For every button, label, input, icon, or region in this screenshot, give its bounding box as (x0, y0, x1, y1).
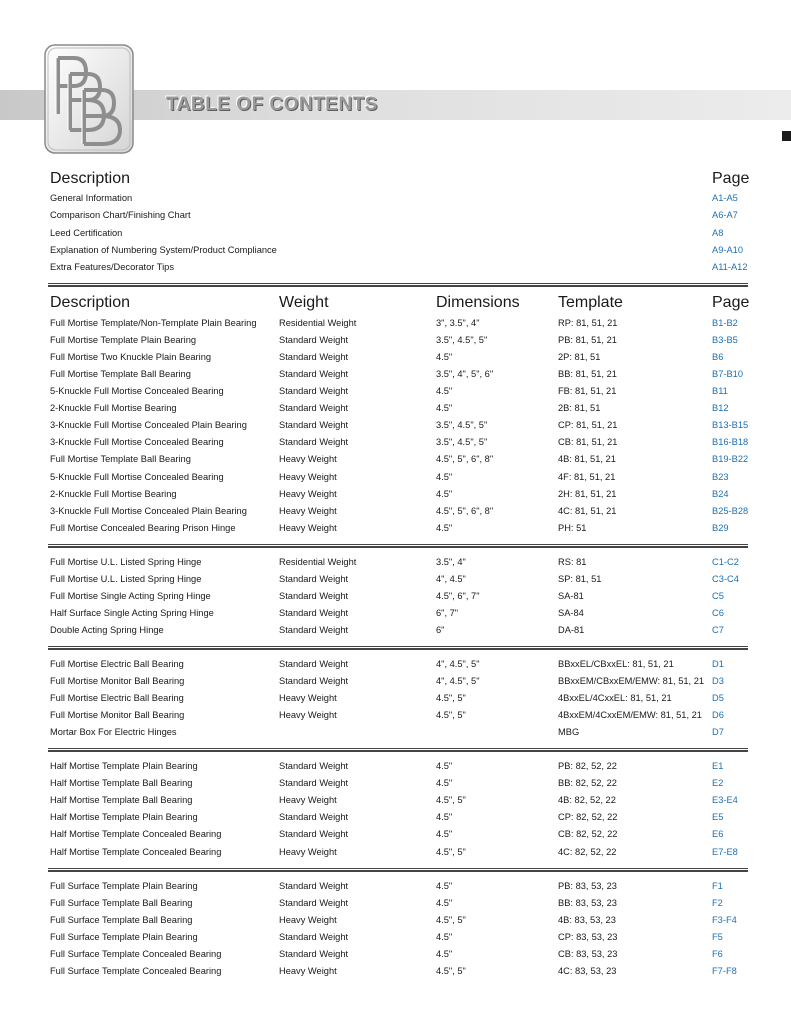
row-page-link[interactable]: C7 (712, 625, 724, 635)
row-dimensions: 4.5" (436, 932, 453, 942)
table-row (0, 724, 791, 741)
row-dimensions: 4", 4.5", 5" (436, 676, 480, 686)
row-page-link[interactable]: E3-E4 (712, 795, 738, 805)
row-template: 4F: 81, 51, 21 (558, 472, 616, 482)
description-column-header: Description (50, 294, 131, 311)
row-dimensions: 6" (436, 625, 445, 635)
table-row (0, 469, 791, 486)
row-description: 2-Knuckle Full Mortise Bearing (50, 489, 177, 499)
row-page-link[interactable]: B12 (712, 403, 729, 413)
row-page-link[interactable]: B13-B15 (712, 420, 749, 430)
table-row (0, 656, 791, 673)
intro-page-heading: Page (712, 170, 750, 187)
row-template: FB: 81, 51, 21 (558, 386, 617, 396)
section-divider (48, 868, 748, 872)
row-description: Full Surface Template Plain Bearing (50, 932, 198, 942)
row-template: 4B: 83, 53, 23 (558, 915, 616, 925)
row-template: CB: 81, 51, 21 (558, 437, 618, 447)
row-description: Full Mortise Monitor Ball Bearing (50, 676, 185, 686)
row-dimensions: 4.5" (436, 949, 453, 959)
row-weight: Standard Weight (279, 369, 349, 379)
item-description: Explanation of Numbering System/Product Compliance (50, 245, 277, 255)
row-description: Half Mortise Template Concealed Bearing (50, 847, 222, 857)
row-page-link[interactable]: B6 (712, 352, 724, 362)
row-weight: Heavy Weight (279, 489, 337, 499)
table-row (0, 571, 791, 588)
row-dimensions: 4.5", 5" (436, 847, 466, 857)
row-description: Half Mortise Template Concealed Bearing (50, 829, 222, 839)
row-weight: Residential Weight (279, 318, 357, 328)
row-dimensions: 4.5", 5" (436, 693, 466, 703)
table-row (0, 826, 791, 843)
row-dimensions: 4.5", 5" (436, 915, 466, 925)
item-description: Leed Certification (50, 228, 123, 238)
table-row (0, 929, 791, 946)
row-page-link[interactable]: E5 (712, 812, 724, 822)
section-divider (48, 544, 748, 548)
row-page-link[interactable]: B1-B2 (712, 318, 738, 328)
row-page-link[interactable]: F5 (712, 932, 723, 942)
row-weight: Standard Weight (279, 761, 349, 771)
row-template: PB: 81, 51, 21 (558, 335, 617, 345)
table-row (0, 486, 791, 503)
row-page-link[interactable]: D7 (712, 727, 724, 737)
row-page-link[interactable]: D3 (712, 676, 724, 686)
row-weight: Standard Weight (279, 625, 349, 635)
row-page-link[interactable]: D5 (712, 693, 724, 703)
row-description: Half Mortise Template Ball Bearing (50, 778, 193, 788)
row-template: PH: 51 (558, 523, 587, 533)
row-description: Full Mortise Electric Ball Bearing (50, 693, 184, 703)
dimensions-column-header: Dimensions (436, 294, 520, 311)
row-description: Full Mortise Concealed Bearing Prison Hinge (50, 523, 236, 533)
table-row (0, 400, 791, 417)
row-dimensions: 4.5", 5" (436, 795, 466, 805)
row-page-link[interactable]: B16-B18 (712, 437, 749, 447)
row-description: Full Surface Template Concealed Bearing (50, 949, 222, 959)
row-weight: Heavy Weight (279, 915, 337, 925)
table-row (0, 878, 791, 895)
row-template: 4C: 83, 53, 23 (558, 966, 617, 976)
row-weight: Standard Weight (279, 676, 349, 686)
row-weight: Standard Weight (279, 574, 349, 584)
row-weight: Standard Weight (279, 812, 349, 822)
row-weight: Standard Weight (279, 386, 349, 396)
item-page-link[interactable]: A1-A5 (712, 193, 738, 203)
intro-list-item (0, 190, 791, 207)
row-description: Half Mortise Template Ball Bearing (50, 795, 193, 805)
row-template: DA-81 (558, 625, 585, 635)
table-row (0, 366, 791, 383)
row-weight: Standard Weight (279, 829, 349, 839)
row-dimensions: 3.5", 4.5", 5" (436, 420, 488, 430)
row-dimensions: 4.5", 5" (436, 966, 466, 976)
row-weight: Standard Weight (279, 335, 349, 345)
row-template: CP: 83, 53, 23 (558, 932, 618, 942)
row-weight: Standard Weight (279, 898, 349, 908)
table-row (0, 707, 791, 724)
row-description: Half Surface Single Acting Spring Hinge (50, 608, 214, 618)
row-description: Full Surface Template Ball Bearing (50, 915, 193, 925)
item-page-link[interactable]: A11-A12 (712, 262, 748, 272)
row-dimensions: 3.5", 4" (436, 557, 466, 567)
table-row (0, 349, 791, 366)
table-row (0, 673, 791, 690)
row-template: PB: 83, 53, 23 (558, 881, 617, 891)
row-template: BBxxEM/CBxxEM/EMW: 81, 51, 21 (558, 676, 705, 686)
row-page-link[interactable]: D1 (712, 659, 724, 669)
row-weight: Standard Weight (279, 778, 349, 788)
row-template: 2P: 81, 51 (558, 352, 601, 362)
table-row (0, 554, 791, 571)
item-description: Comparison Chart/Finishing Chart (50, 210, 191, 220)
table-row (0, 809, 791, 826)
table-row (0, 963, 791, 980)
row-description: Full Mortise Template Plain Bearing (50, 335, 197, 345)
row-page-link[interactable]: B19-B22 (712, 454, 749, 464)
row-page-link[interactable]: B11 (712, 386, 728, 396)
row-page-link[interactable]: B3-B5 (712, 335, 738, 345)
item-description: Extra Features/Decorator Tips (50, 262, 175, 272)
row-weight: Heavy Weight (279, 847, 337, 857)
row-template: SA-84 (558, 608, 584, 618)
table-row (0, 622, 791, 639)
row-weight: Standard Weight (279, 591, 349, 601)
row-page-link[interactable]: E2 (712, 778, 724, 788)
row-dimensions: 4.5" (436, 352, 453, 362)
corner-tab-marker (782, 131, 791, 141)
row-description: Full Mortise Single Acting Spring Hinge (50, 591, 211, 601)
row-template: 2H: 81, 51, 21 (558, 489, 617, 499)
row-description: Full Mortise Template/Non-Template Plain Bearing (50, 318, 257, 328)
intro-list-item (0, 207, 791, 224)
item-page-link[interactable]: A6-A7 (712, 210, 738, 220)
row-description: Full Mortise Template Ball Bearing (50, 369, 191, 379)
row-page-link[interactable]: E7-E8 (712, 847, 738, 857)
row-page-link[interactable]: C5 (712, 591, 724, 601)
row-weight: Standard Weight (279, 949, 349, 959)
row-page-link[interactable]: C1-C2 (712, 557, 739, 567)
row-page-link[interactable]: F6 (712, 949, 723, 959)
row-template: CP: 81, 51, 21 (558, 420, 618, 430)
row-weight: Standard Weight (279, 881, 349, 891)
row-page-link[interactable]: B24 (712, 489, 729, 499)
row-weight: Heavy Weight (279, 506, 337, 516)
row-template: SP: 81, 51 (558, 574, 602, 584)
row-template: 4C: 81, 51, 21 (558, 506, 617, 516)
row-description: Mortar Box For Electric Hinges (50, 727, 177, 737)
item-page-link[interactable]: A9-A10 (712, 245, 744, 255)
row-dimensions: 3", 3.5", 4" (436, 318, 480, 328)
row-dimensions: 4.5" (436, 812, 453, 822)
row-page-link[interactable]: E1 (712, 761, 724, 771)
table-row (0, 895, 791, 912)
row-page-link[interactable]: F7-F8 (712, 966, 737, 976)
section-divider (48, 283, 748, 287)
row-weight: Heavy Weight (279, 472, 337, 482)
company-logo (44, 44, 134, 154)
item-page-link[interactable]: A8 (712, 228, 724, 238)
row-dimensions: 3.5", 4.5", 5" (436, 437, 488, 447)
row-template: MBG (558, 727, 580, 737)
row-description: 2-Knuckle Full Mortise Bearing (50, 403, 177, 413)
section-divider (48, 748, 748, 752)
row-dimensions: 4.5", 6", 7" (436, 591, 480, 601)
row-dimensions: 4.5" (436, 523, 453, 533)
row-dimensions: 4.5" (436, 898, 453, 908)
row-description: Full Surface Template Concealed Bearing (50, 966, 222, 976)
row-dimensions: 3.5", 4", 5", 6" (436, 369, 494, 379)
table-row (0, 520, 791, 537)
page-title: TABLE OF CONTENTS (166, 94, 378, 115)
table-row (0, 912, 791, 929)
row-template: BB: 82, 52, 22 (558, 778, 617, 788)
row-page-link[interactable]: F2 (712, 898, 723, 908)
row-template: 4B: 82, 52, 22 (558, 795, 616, 805)
row-description: 3-Knuckle Full Mortise Concealed Plain Bearing (50, 506, 247, 516)
row-description: 5-Knuckle Full Mortise Concealed Bearing (50, 472, 224, 482)
row-template: 4BxxEL/4CxxEL: 81, 51, 21 (558, 693, 672, 703)
row-template: 4BxxEM/4CxxEM/EMW: 81, 51, 21 (558, 710, 702, 720)
row-weight: Heavy Weight (279, 454, 337, 464)
table-row (0, 946, 791, 963)
intro-header (0, 168, 791, 190)
row-dimensions: 4.5" (436, 778, 453, 788)
row-dimensions: 4.5" (436, 472, 453, 482)
table-row (0, 588, 791, 605)
row-description: Full Mortise Template Ball Bearing (50, 454, 191, 464)
row-template: RP: 81, 51, 21 (558, 318, 618, 328)
table-row (0, 690, 791, 707)
row-description: Full Mortise U.L. Listed Spring Hinge (50, 557, 202, 567)
table-row (0, 503, 791, 520)
table-row (0, 383, 791, 400)
row-template: SA-81 (558, 591, 584, 601)
intro-description-heading: Description (50, 170, 131, 187)
table-row (0, 844, 791, 861)
row-description: Full Mortise U.L. Listed Spring Hinge (50, 574, 202, 584)
row-weight: Standard Weight (279, 659, 349, 669)
weight-column-header: Weight (279, 294, 329, 311)
row-weight: Standard Weight (279, 403, 349, 413)
row-dimensions: 4", 4.5" (436, 574, 466, 584)
table-row (0, 417, 791, 434)
row-template: BB: 81, 51, 21 (558, 369, 617, 379)
row-description: 5-Knuckle Full Mortise Concealed Bearing (50, 386, 224, 396)
row-dimensions: 4.5" (436, 386, 453, 396)
intro-list-item (0, 242, 791, 259)
row-weight: Heavy Weight (279, 523, 337, 533)
table-row (0, 605, 791, 622)
intro-list-item (0, 225, 791, 242)
row-dimensions: 4.5", 5", 6", 8" (436, 454, 494, 464)
row-dimensions: 4.5", 5" (436, 710, 466, 720)
row-template: BBxxEL/CBxxEL: 81, 51, 21 (558, 659, 674, 669)
row-weight: Heavy Weight (279, 966, 337, 976)
row-page-link[interactable]: F3-F4 (712, 915, 737, 925)
table-row (0, 332, 791, 349)
row-template: CB: 82, 52, 22 (558, 829, 618, 839)
row-page-link[interactable]: F1 (712, 881, 723, 891)
item-description: General Information (50, 193, 133, 203)
row-dimensions: 4.5" (436, 489, 453, 499)
row-page-link[interactable]: B25-B28 (712, 506, 749, 516)
row-description: Full Mortise Electric Ball Bearing (50, 659, 184, 669)
row-template: 4B: 81, 51, 21 (558, 454, 616, 464)
row-weight: Standard Weight (279, 608, 349, 618)
row-description: Full Mortise Two Knuckle Plain Bearing (50, 352, 212, 362)
row-dimensions: 4.5", 5", 6", 8" (436, 506, 494, 516)
table-header (0, 292, 791, 314)
table-row (0, 775, 791, 792)
row-description: Full Surface Template Plain Bearing (50, 881, 198, 891)
row-weight: Standard Weight (279, 352, 349, 362)
row-dimensions: 3.5", 4.5", 5" (436, 335, 488, 345)
row-dimensions: 4.5" (436, 829, 453, 839)
row-description: Double Acting Spring Hinge (50, 625, 164, 635)
row-template: PB: 82, 52, 22 (558, 761, 617, 771)
table-row (0, 792, 791, 809)
row-dimensions: 4.5" (436, 761, 453, 771)
row-description: Full Surface Template Ball Bearing (50, 898, 193, 908)
section-divider (48, 646, 748, 650)
row-description: 3-Knuckle Full Mortise Concealed Plain Bearing (50, 420, 247, 430)
row-page-link[interactable]: B29 (712, 523, 729, 533)
row-dimensions: 4.5" (436, 403, 453, 413)
row-description: Half Mortise Template Plain Bearing (50, 812, 198, 822)
template-column-header: Template (558, 294, 623, 311)
row-page-link[interactable]: E6 (712, 829, 724, 839)
row-page-link[interactable]: C3-C4 (712, 574, 739, 584)
row-page-link[interactable]: D6 (712, 710, 724, 720)
row-dimensions: 6", 7" (436, 608, 459, 618)
row-page-link[interactable]: C6 (712, 608, 724, 618)
row-weight: Standard Weight (279, 420, 349, 430)
row-template: RS: 81 (558, 557, 587, 567)
row-page-link[interactable]: B23 (712, 472, 729, 482)
row-dimensions: 4.5" (436, 881, 453, 891)
row-weight: Heavy Weight (279, 710, 337, 720)
intro-list-item (0, 259, 791, 276)
row-template: CB: 83, 53, 23 (558, 949, 618, 959)
row-weight: Heavy Weight (279, 693, 337, 703)
table-row (0, 758, 791, 775)
row-description: Half Mortise Template Plain Bearing (50, 761, 198, 771)
row-template: 2B: 81, 51 (558, 403, 601, 413)
row-template: BB: 83, 53, 23 (558, 898, 617, 908)
row-description: 3-Knuckle Full Mortise Concealed Bearing (50, 437, 224, 447)
row-weight: Residential Weight (279, 557, 357, 567)
table-row (0, 434, 791, 451)
row-template: CP: 82, 52, 22 (558, 812, 618, 822)
row-dimensions: 4", 4.5", 5" (436, 659, 480, 669)
row-weight: Standard Weight (279, 437, 349, 447)
table-row (0, 315, 791, 332)
row-template: 4C: 82, 52, 22 (558, 847, 617, 857)
table-row (0, 451, 791, 468)
row-weight: Standard Weight (279, 932, 349, 942)
row-page-link[interactable]: B7-B10 (712, 369, 744, 379)
row-weight: Heavy Weight (279, 795, 337, 805)
page-column-header: Page (712, 294, 750, 311)
row-description: Full Mortise Monitor Ball Bearing (50, 710, 185, 720)
